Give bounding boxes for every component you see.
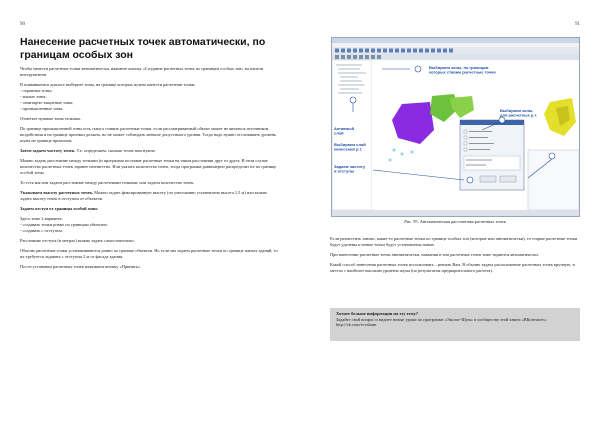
variants-list — [20, 222, 278, 234]
app-screenshot-illustration — [332, 38, 579, 216]
paragraph — [20, 148, 278, 154]
list-item: - санитарно-защитные зоны; — [20, 100, 74, 105]
paragraph: Отметьте нужные зоны галками. — [20, 116, 81, 121]
properties-panel — [528, 150, 579, 210]
list-item: - создавать точки ровно по границам объектов; — [20, 222, 108, 227]
list-item: - жилые зоны; — [20, 94, 47, 99]
paragraph: При нанесении расчетных точек автоматически, названия и тип расчетных точек тоже задаются автоматически. — [330, 252, 539, 257]
dialog-ok-button — [480, 176, 496, 182]
toolbar-row — [332, 54, 579, 60]
paragraph: Если разместить заново, какие-то расчетные точки по границе особых зон (которые или автоматически), то старые расчетные точки будут удалены и новые точки будут установлены новые. — [330, 236, 578, 247]
right-body-text — [330, 236, 580, 278]
section-title: Нанесение расчетных точек автоматически, по границам особых зон — [20, 36, 266, 61]
note-title: Хотите больше информации на эту тему? — [336, 311, 418, 316]
list-item: - охранные зоны; — [20, 88, 53, 93]
window-titlebar — [332, 38, 579, 43]
step-text: Т.е. определяем, сколько точек нам нужно. — [75, 148, 157, 153]
callout-label: Выбираем слой нанесения р.т. — [334, 142, 366, 152]
list-item: - промышленные зоны. — [20, 106, 64, 111]
paragraph: Какой способ нанесения расчетных точек использовать – решать Вам. В обычно задача расположение расчетных точек вручную, в местах с наиболее высоким уровнем шума (по результатам предварительного расчета). — [330, 262, 575, 273]
callout-marker — [467, 177, 473, 183]
step-heading: Затем задаем частоту точек. — [20, 148, 76, 153]
step-heading: Задаем отступ от границы особой зоны — [20, 206, 98, 211]
callout-label: Выбираем зоны, по границам которых ставим расчетные точки — [429, 65, 496, 75]
paragraph: После установки расчетных точек нажимаем кнопку «Принять». — [20, 264, 142, 269]
paragraph: То есть мы или задаем расстояние между расчетными точками, или задаем количество точек. — [20, 180, 195, 185]
dialog-titlebar — [460, 120, 524, 125]
page-number: 91 — [575, 22, 580, 27]
paragraph: В появившемся диалоге выберите зоны, на границе которых нужно нанести расчетные точки: — [20, 82, 196, 87]
menu-bar — [332, 43, 579, 47]
zones-list — [20, 88, 278, 112]
info-note-box — [330, 308, 580, 341]
paragraph: По границе промышленной зоны есть смысл ставить расчетные точки, если рассматриваемый объект может не являться источником воздействия и на границе проемки должна, но не может соблюдать меньше допустимого уровня. Тогда надо нужно отслеживать уровень шума на границе промзоны. — [20, 126, 277, 143]
callout-label: Задаем частоту и отступы — [334, 164, 366, 174]
paragraph: Чтобы нанести расчетные точки автоматически, нажмите кнопку «Создание расчетных точек по границам особых зон» на панели инструментов. — [20, 66, 264, 77]
callout-marker — [549, 153, 555, 159]
paragraph: Можно задать расстояние между точками (и программа поставит расчетные точки на таком расстоянии друг от друга. В этом случае количество расчетных точек заранее неизвестно. Или указать количество точек, тогда программа равномерно распределит их по границе особой зоны. — [20, 158, 277, 175]
list-item: - создавать с отступом. — [20, 228, 63, 233]
callout-label: Активный слой — [334, 126, 355, 136]
toolbar-row — [332, 47, 579, 54]
step-text: Можно задать фиксированную высоту (по умолчанию установлена высота 1,5 м) или можно задать высоту точек в отступом от объектов. — [20, 190, 268, 201]
paragraph: Обычно расчетные точки устанавливаются ровно по границе объектов. Но если мы задаем расчетные точки по границе жилых зданий, то их требуется задавать с отступом 2 м от фасада здания. — [20, 248, 278, 259]
step-heading: Указываем высоту расчетных точек. — [20, 190, 94, 195]
callout-marker — [415, 66, 421, 72]
callout-marker — [350, 97, 356, 103]
paragraph — [20, 190, 278, 202]
paragraph: Расстояние отступа (в метрах) можно задать самостоятельно. — [20, 238, 135, 243]
figure-screenshot — [331, 37, 580, 217]
callout-label: Выбираем зоны, для расчетных р.т. — [500, 108, 538, 118]
note-link[interactable]: http://vk.com/ecoshum — [336, 322, 377, 327]
dialog-cancel-button — [500, 176, 516, 182]
status-bar — [332, 210, 579, 216]
left-body-text — [20, 66, 278, 274]
page-number: 90 — [20, 22, 25, 27]
paragraph: Здесь тоже 2 варианта: — [20, 216, 63, 221]
figure-caption: Рис. 95. Автоматическая расстановка расчетных точек — [404, 219, 506, 224]
note-text: Задайте свой вопрос и видите новые уроки по программе «Эколог-Шум» в сообществе этой книги «ВКонтакте»: — [336, 316, 548, 322]
